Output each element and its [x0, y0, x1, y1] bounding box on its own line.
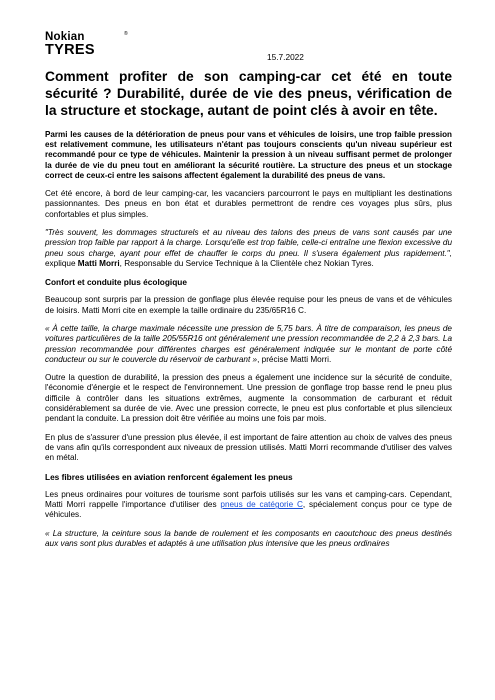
section-heading-fibres: Les fibres utilisées en aviation renforcent également les pneus	[45, 471, 293, 482]
valves-paragraph: En plus de s'assurer d'une pression plus élevée, il est important de faire attention au choix de valves des pneus de vans afin qu'ils correspondent aux niveaux de pression utilisés. Matti Morri recommande d'utiliser des valves en métal.	[45, 432, 452, 463]
quote-paragraph-3: « La structure, la ceinture sous la bande de roulement et les composants en caoutchouc des pneus destinés aux vans sont plus durables et adaptés à une utilisation plus intensive que les pneus ordinaires	[45, 528, 452, 549]
quote-text-1: "Très souvent, les dommages structurels et au niveau des talons des pneus de vans sont causés par une pression trop faible par rapport à la charge. Lorsqu'elle est trop faible, celle-ci entraîne une flexion excessive du pneu sous charge, ayant pour effet de chauffer le corps du pneu. Il s'usera également plus rapidement.",	[45, 227, 452, 258]
lead-paragraph: Parmi les causes de la détérioration de pneus pour vans et véhicules de loisirs, une trop faible pression est relativement commune, les utilisateurs n'étant pas toujours conscients qu'un niveau supérieur est recommandé pour ce type de véhicules. Maintenir la pression à un niveau suffisant permet de prolonger la durée de vie du pneu tout en améliorant la sécurité routière. La structure des pneus et un stockage correct de ceux-ci entre les saisons affectent également la durabilité des pneus de vans.	[45, 130, 452, 180]
quote-attrib-name: Matti Morri	[77, 258, 120, 268]
article-title: Comment profiter de son camping-car cet été en toute sécurité ? Durabilité, durée de vie des pneus, vérification de la structure et stockage, autant de point clés à avoir en tête.	[45, 69, 452, 118]
category-c-text-post: , spécialement conçus pour ce type de véhicules.	[45, 500, 452, 520]
press-release-date: 15.7.2022	[267, 52, 304, 62]
registered-mark: ®	[124, 31, 128, 37]
quote-attrib-pre: explique	[45, 258, 78, 268]
comfort-paragraph: Beaucoup sont surpris par la pression de gonflage plus élevée requise pour les pneus de vans et de véhicules de loisirs. Matti Morri cite en exemple la taille ordinaire du 235/65R16 C.	[45, 295, 452, 315]
quote-text-2: « À cette taille, la charge maximale nécessite une pression de 5,75 bars. À titre de comparaison, les pneus de voitures particulières de la taille 205/55R16 ont généralement une pression recommandée de 2,2 à 2,3 bars. La pression recommandée pour différentes charges est généralement indiquée sur le montant de porte côté conducteur ou sur le couvercle du réservoir de carburant »	[45, 323, 452, 364]
nokian-tyres-logo	[45, 32, 137, 57]
logo-text-top: Nokian	[45, 31, 85, 43]
article-body	[45, 68, 452, 557]
intro-paragraph: Cet été encore, à bord de leur camping-car, les vacanciers parcourront le pays en multipliant les destinations passionnantes. Des pneus en bon état et durables permettront de rendre ces voyages plus sûrs, plus confortables et plus simples.	[45, 189, 452, 219]
quote-attrib-2: , précise Matti Morri.	[257, 354, 332, 364]
quote-paragraph-1	[45, 228, 452, 269]
category-c-paragraph	[45, 490, 452, 521]
category-c-text-pre: Les pneus ordinaires pour voitures de tourisme sont parfois utilisés sur les vans et camping-cars. Cependant, Matti Morri rappelle l'importance d'utiliser des	[45, 489, 452, 510]
quote-paragraph-2	[45, 324, 452, 365]
quote-attrib-post: , Responsable du Service Technique à la Clientèle chez Nokian Tyres.	[119, 258, 374, 268]
category-c-link[interactable]: pneus de catégorie C	[220, 500, 303, 510]
durability-paragraph: Outre la question de durabilité, la pression des pneus a également une incidence sur la sécurité de conduite, l'économie d'énergie et le respect de l'environnement. Une pression de gonflage trop basse rend le pneu plus difficile à contrôler dans les situations extrêmes, augmente la consommation de carburant et réduit considérablement sa durée de vie. Avec une pression correcte, le pneu est plus confortable et plus silencieux pendant la conduite. La pression doit être vérifiée au moins une fois par mois.	[45, 373, 452, 424]
logo-text-bottom: TYRES	[45, 41, 95, 58]
section-heading-comfort: Confort et conduite plus écologique	[45, 277, 187, 288]
